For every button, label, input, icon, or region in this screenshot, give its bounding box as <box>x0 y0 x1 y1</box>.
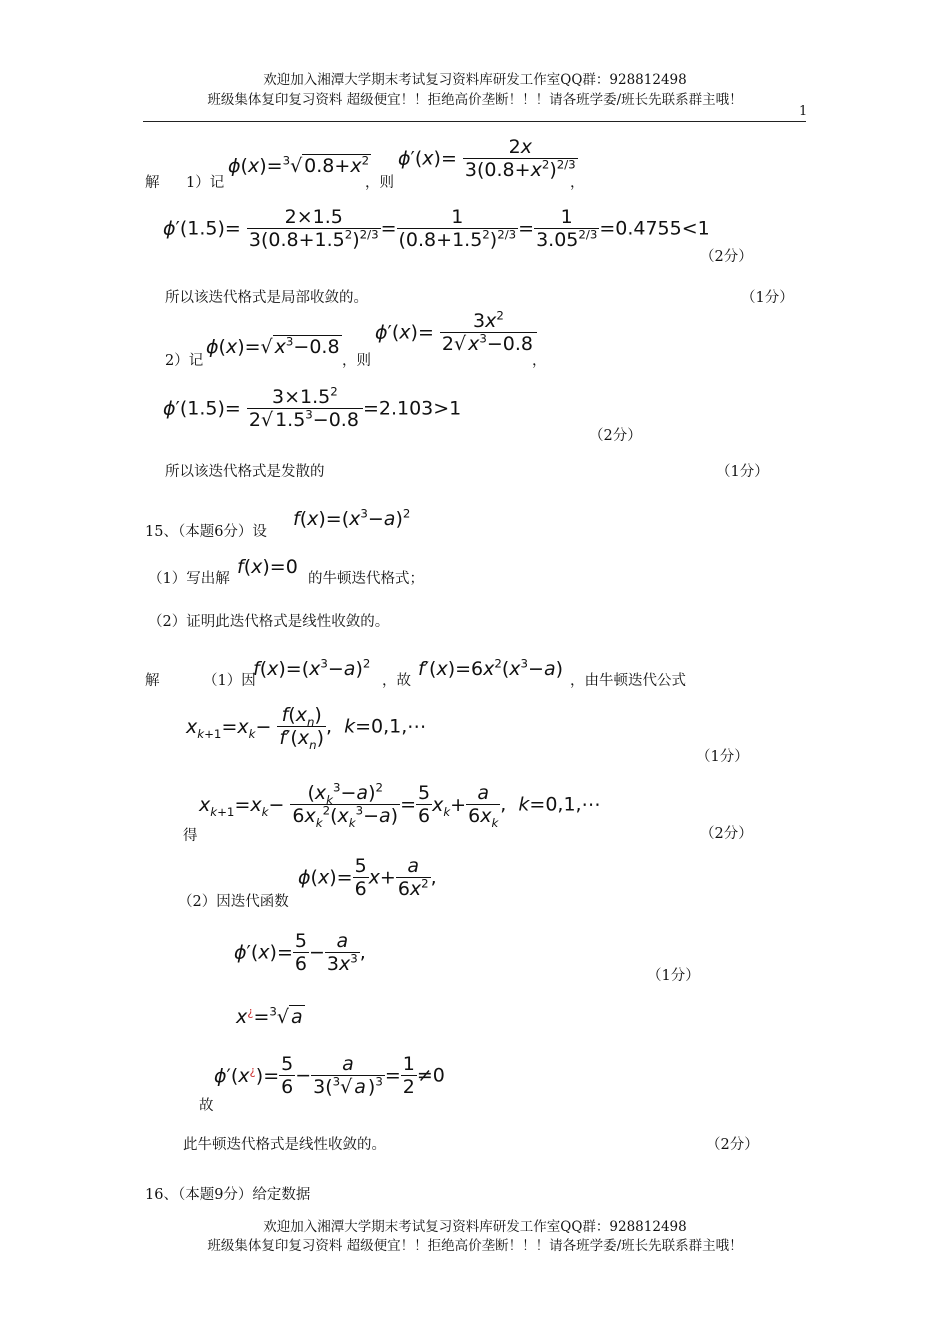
formula-iter-func: ϕ(x)= $\frac{5}{6}$ x+ $\frac{a}{6x^2}$ , <box>298 855 437 900</box>
score-b: （1分） <box>741 290 794 306</box>
sol14-jie: 解 <box>145 175 160 191</box>
formula-dphi2-eval: ϕ′(1.5)= $\frac{3\times 1.5^2}{2√ 1.5^3-0.8}$ =2.103>1 <box>163 384 462 431</box>
formula-newton: $x_{k+1}=x_k-$ $\frac{f(x_n)}{f'(x_n)}$ , k=0,1,⋯ <box>186 704 427 752</box>
footer-line-1: 欢迎加入湘潭大学期末考试复习资料库研发工作室QQ群：928812498 <box>263 1219 687 1235</box>
footer-line-2: 班级集体复印复习资料 超级便宜！！拒绝高价垄断！！！请各班学委/班长先联系群主哦！ <box>207 1238 743 1254</box>
score-2: （2分） <box>700 826 753 842</box>
formula-phi2: ϕ(x)=√ $x^3-0.8$ <box>206 334 340 358</box>
formula-dphi1: ϕ′(x)= $\frac{2x}{3(0.8+x^2)^{2/3}}$ <box>398 136 576 181</box>
formula-f-given: $f(x)=(x^3-a)^2$ <box>253 656 371 680</box>
q15-s1-label: （1）因 <box>203 673 256 689</box>
sol14-p2-label: 2）记 <box>165 353 204 369</box>
sol14-comma-2: ， <box>532 353 547 369</box>
q15-gu: 故 <box>199 1098 214 1114</box>
score-4: （2分） <box>706 1137 759 1153</box>
q15-de: 得 <box>183 828 198 844</box>
formula-deriv-at-root: ϕ′(x¿)= $\frac{5}{6}$ − $\frac{a}{3(^3√ a )^3}$ = $\frac{1}{2}$ ≠0 <box>214 1053 445 1098</box>
sol14-then-2: ，则 <box>342 353 371 369</box>
formula-newton-iter: $x_{k+1}=x_k-$ $\frac{(x_k^3-a)^2}{6x_k^2(x_k^3-a)}$ = $\frac{5}{6}$ $x_k+$ $\frac{a}{6x_k}$ , k=0,1,⋯ <box>199 780 601 830</box>
page-number: 1 <box>799 104 808 119</box>
formula-root: x¿=$^3$√ a <box>236 1004 303 1028</box>
sol14-comma-1: ， <box>570 175 585 191</box>
q15-q2: （2）证明此迭代格式是线性收敛的。 <box>148 614 390 630</box>
sol14-conclusion-2: 所以该迭代格式是发散的 <box>165 464 325 480</box>
formula-iter-deriv: ϕ′(x)= $\frac{5}{6}$ − $\frac{a}{3x^3}$ , <box>234 930 366 975</box>
q15-s1-mid: ，故 <box>382 673 411 689</box>
q15-conclusion: 此牛顿迭代格式是线性收敛的。 <box>183 1137 386 1153</box>
score-a: （2分） <box>700 249 753 265</box>
q15-s1-end: ，由牛顿迭代公式 <box>570 673 686 689</box>
sol14-then-1: ，则 <box>365 175 394 191</box>
score-3: （1分） <box>647 968 700 984</box>
score-d: （1分） <box>716 464 769 480</box>
q15-jie: 解 <box>145 673 160 689</box>
formula-fprime: $f'(x)=6x^2(x^3-a)$ <box>418 656 564 680</box>
sol14-p1-label: 1）记 <box>186 175 225 191</box>
header-line-2: 班级集体复印复习资料 超级便宜！！拒绝高价垄断！！！请各班学委/班长先联系群主哦！ <box>207 92 743 108</box>
score-1: （1分） <box>696 749 749 765</box>
formula-dphi1-eval: ϕ′(1.5)= $\frac{2\times 1.5}{3(0.8+1.5^2)^{2/3}}$ = $\frac{1}{(0.8+1.5^2)^{2/3}}$ = $\frac{1}{3.05^{2/3}}$ =0.4755<1 <box>163 206 710 251</box>
sol14-conclusion-1: 所以该迭代格式是局部收敛的。 <box>165 290 368 306</box>
q15-title: 15、（本题6分）设 <box>145 524 267 540</box>
formula-f-def: $f(x)=(x^3-a)^2$ <box>293 506 411 530</box>
header-rule <box>143 121 806 122</box>
formula-fx-zero: f(x)=0 <box>237 556 298 578</box>
q15-s2-label: （2）因迭代函数 <box>178 894 289 910</box>
formula-dphi2: ϕ′(x)= $\frac{3x^2}{2√ x^3-0.8}$ <box>375 310 537 355</box>
formula-phi1: ϕ(x)=$^3$√ $0.8+x^2$ <box>228 153 370 177</box>
q16-title: 16、（本题9分）给定数据 <box>145 1187 311 1203</box>
score-c: （2分） <box>589 428 642 444</box>
q15-q1: （1）写出解 <box>148 571 230 587</box>
header-line-1: 欢迎加入湘潭大学期末考试复习资料库研发工作室QQ群：928812498 <box>263 72 687 88</box>
q15-q1-end: 的牛顿迭代格式； <box>308 571 424 587</box>
